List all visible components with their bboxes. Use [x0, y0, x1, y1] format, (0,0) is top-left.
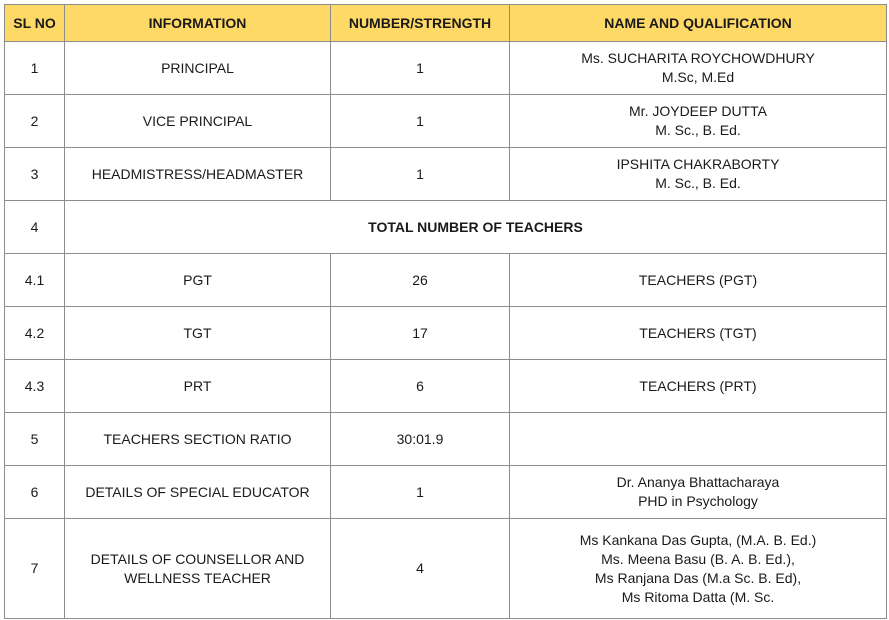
qualification-line: M. Sc., B. Ed.: [655, 122, 741, 138]
table-row-total-teachers: [5, 201, 887, 254]
table-row-section-ratio: [5, 413, 887, 466]
cell-name-qualification[interactable]: [510, 42, 887, 95]
cell-sl[interactable]: 1: [5, 42, 65, 95]
cell-information[interactable]: VICE PRINCIPAL: [65, 95, 331, 148]
name-line: Ms. Meena Basu (B. A. B. Ed.),: [601, 550, 795, 567]
cell-information[interactable]: [65, 519, 331, 619]
cell-sl[interactable]: 4: [5, 201, 65, 254]
table-row-principal: [5, 42, 887, 95]
staff-information-table: [4, 4, 887, 619]
cell-information[interactable]: TEACHERS SECTION RATIO: [65, 413, 331, 466]
cell-sl[interactable]: 4.1: [5, 254, 65, 307]
cell-information[interactable]: PRINCIPAL: [65, 42, 331, 95]
name-line: IPSHITA CHAKRABORTY: [616, 156, 780, 172]
info-line: DETAILS OF COUNSELLOR AND: [90, 550, 305, 567]
header-sl-no[interactable]: SL NO: [5, 5, 65, 42]
cell-number[interactable]: 26: [331, 254, 510, 307]
cell-sl[interactable]: 6: [5, 466, 65, 519]
cell-information[interactable]: TGT: [65, 307, 331, 360]
name-line: TEACHERS (TGT): [639, 324, 757, 341]
cell-name-qualification[interactable]: [510, 360, 887, 413]
table-row-tgt: [5, 307, 887, 360]
cell-number[interactable]: 17: [331, 307, 510, 360]
name-line: Ms Ranjana Das (M.a Sc. B. Ed),: [594, 569, 802, 586]
qualification-line: M.Sc, M.Ed: [661, 69, 735, 85]
cell-sl[interactable]: 3: [5, 148, 65, 201]
cell-number[interactable]: 6: [331, 360, 510, 413]
cell-sl[interactable]: 4.2: [5, 307, 65, 360]
header-row: [5, 5, 887, 42]
cell-sl[interactable]: 7: [5, 519, 65, 619]
cell-number[interactable]: 1: [331, 466, 510, 519]
cell-sl[interactable]: 4.3: [5, 360, 65, 413]
name-line: Ms Kankana Das Gupta, (M.A. B. Ed.): [579, 531, 817, 548]
header-information[interactable]: INFORMATION: [65, 5, 331, 42]
info-line: WELLNESS TEACHER: [124, 569, 271, 586]
cell-name-qualification[interactable]: [510, 413, 887, 466]
name-line: Dr. Ananya Bhattacharaya: [616, 474, 780, 490]
cell-name-qualification[interactable]: [510, 254, 887, 307]
header-number-strength[interactable]: NUMBER/STRENGTH: [331, 5, 510, 42]
name-line: Ms. SUCHARITA ROYCHOWDHURY: [581, 50, 815, 66]
cell-name-qualification[interactable]: [510, 466, 887, 519]
cell-merged-total-teachers[interactable]: TOTAL NUMBER OF TEACHERS: [65, 201, 887, 254]
name-line: TEACHERS (PRT): [639, 377, 757, 394]
cell-information[interactable]: DETAILS OF SPECIAL EDUCATOR: [65, 466, 331, 519]
cell-name-qualification[interactable]: [510, 519, 887, 619]
table-row-pgt: [5, 254, 887, 307]
cell-information[interactable]: PRT: [65, 360, 331, 413]
cell-number[interactable]: 30:01.9: [331, 413, 510, 466]
header-name-qualification[interactable]: NAME AND QUALIFICATION: [510, 5, 887, 42]
name-line: Mr. JOYDEEP DUTTA: [629, 103, 767, 119]
table-row-vice-principal: [5, 95, 887, 148]
table-row-counsellor: [5, 519, 887, 619]
cell-number[interactable]: 4: [331, 519, 510, 619]
cell-sl[interactable]: 5: [5, 413, 65, 466]
cell-number[interactable]: 1: [331, 95, 510, 148]
name-line: TEACHERS (PGT): [638, 271, 758, 288]
table-row-headmistress: [5, 148, 887, 201]
cell-name-qualification[interactable]: [510, 148, 887, 201]
cell-number[interactable]: 1: [331, 148, 510, 201]
cell-number[interactable]: 1: [331, 42, 510, 95]
table-row-prt: [5, 360, 887, 413]
table-row-special-educator: [5, 466, 887, 519]
cell-information[interactable]: PGT: [65, 254, 331, 307]
qualification-line: PHD in Psychology: [638, 493, 758, 509]
qualification-line: M. Sc., B. Ed.: [655, 175, 741, 191]
cell-name-qualification[interactable]: [510, 95, 887, 148]
cell-information[interactable]: HEADMISTRESS/HEADMASTER: [65, 148, 331, 201]
cell-name-qualification[interactable]: [510, 307, 887, 360]
name-line: Ms Ritoma Datta (M. Sc.: [621, 588, 775, 605]
cell-sl[interactable]: 2: [5, 95, 65, 148]
